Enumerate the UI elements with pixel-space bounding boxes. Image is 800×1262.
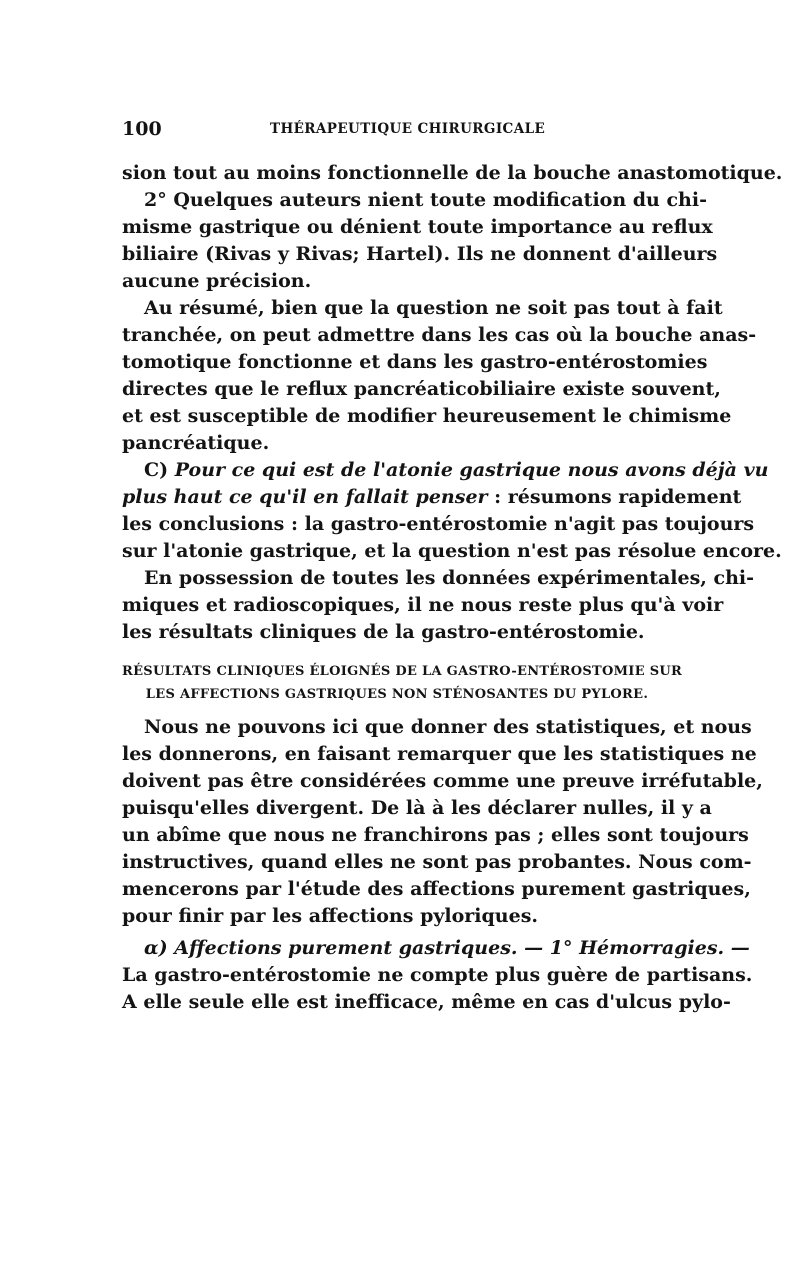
text-line: biliaire (Rivas y Rivas; Hartel). Ils ne donnent d'ailleurs <box>122 243 718 265</box>
text-line: La gastro-entérostomie ne compte plus guère de partisans. <box>122 964 753 986</box>
text-line: et est susceptible de modifier heureusement le chimisme <box>122 405 732 427</box>
paragraph <box>122 457 782 565</box>
text-line: aucune précision. <box>122 270 312 292</box>
book-page <box>122 118 783 1016</box>
paragraph <box>122 295 757 457</box>
text-line: α) Affections purement gastriques. — 1° Hémorragies. — <box>144 937 750 959</box>
paragraph <box>122 935 753 1016</box>
list-marker: C) <box>144 459 169 481</box>
text-line: A elle seule elle est inefficace, même en cas d'ulcus pylo- <box>122 991 731 1013</box>
text-line: puisqu'elles divergent. De là à les déclarer nulles, il y a <box>122 797 712 819</box>
text-line: En possession de toutes les données expérimentales, chi- <box>144 567 755 589</box>
text-line <box>122 484 742 511</box>
paragraph <box>122 160 783 187</box>
text-line <box>122 457 769 484</box>
text-line: 2° Quelques auteurs nient toute modification du chi- <box>144 189 707 211</box>
text-run: : résumons rapidement <box>487 486 742 508</box>
text-line: les résultats cliniques de la gastro-entérostomie. <box>122 621 645 643</box>
text-line: doivent pas être considérées comme une preuve irréfutable, <box>122 770 763 792</box>
italic-text: plus haut ce qu'il en fallait penser <box>122 486 488 508</box>
text-line: instructives, quand elles ne sont pas probantes. Nous com- <box>122 851 752 873</box>
body-text <box>122 160 783 1016</box>
text-line: sur l'atonie gastrique, et la question n'est pas résolue encore. <box>122 540 782 562</box>
text-line: pancréatique. <box>122 432 270 454</box>
paragraph <box>122 565 755 646</box>
text-line: misme gastrique ou dénient toute importance au reflux <box>122 216 713 238</box>
section-heading <box>122 660 683 706</box>
italic-text: Pour ce qui est de l'atonie gastrique nous avons déjà vu <box>174 459 769 481</box>
text-line: directes que le reflux pancréaticobiliaire existe souvent, <box>122 378 721 400</box>
text-line: les donnerons, en faisant remarquer que les statistiques ne <box>122 743 757 765</box>
text-line: tranchée, on peut admettre dans les cas où la bouche anas- <box>122 324 757 346</box>
text-line: tomotique fonctionne et dans les gastro-entérostomies <box>122 351 708 373</box>
paragraph <box>122 187 718 295</box>
text-line: miques et radioscopiques, il ne nous reste plus qu'à voir <box>122 594 724 616</box>
text-line: sion tout au moins fonctionnelle de la bouche anastomotique. <box>122 162 783 184</box>
text-line: les conclusions : la gastro-entérostomie n'agit pas toujours <box>122 513 755 535</box>
page-header <box>122 118 672 148</box>
heading-line: LES AFFECTIONS GASTRIQUES NON STÉNOSANTES DU PYLORE. <box>145 687 649 702</box>
page-number: 100 <box>122 118 162 140</box>
text-line: mencerons par l'étude des affections purement gastriques, <box>122 878 751 900</box>
text-line: Nous ne pouvons ici que donner des statistiques, et nous <box>144 716 752 738</box>
text-line: un abîme que nous ne franchirons pas ; elles sont toujours <box>122 824 749 846</box>
running-title: THÉRAPEUTIQUE CHIRURGICALE <box>270 121 546 137</box>
text-line: pour finir par les affections pyloriques. <box>122 905 539 927</box>
text-line: Au résumé, bien que la question ne soit pas tout à fait <box>144 297 723 319</box>
paragraph <box>122 714 763 930</box>
heading-line: RÉSULTATS CLINIQUES ÉLOIGNÉS DE LA GASTRO-ENTÉROSTOMIE SUR <box>122 664 683 679</box>
